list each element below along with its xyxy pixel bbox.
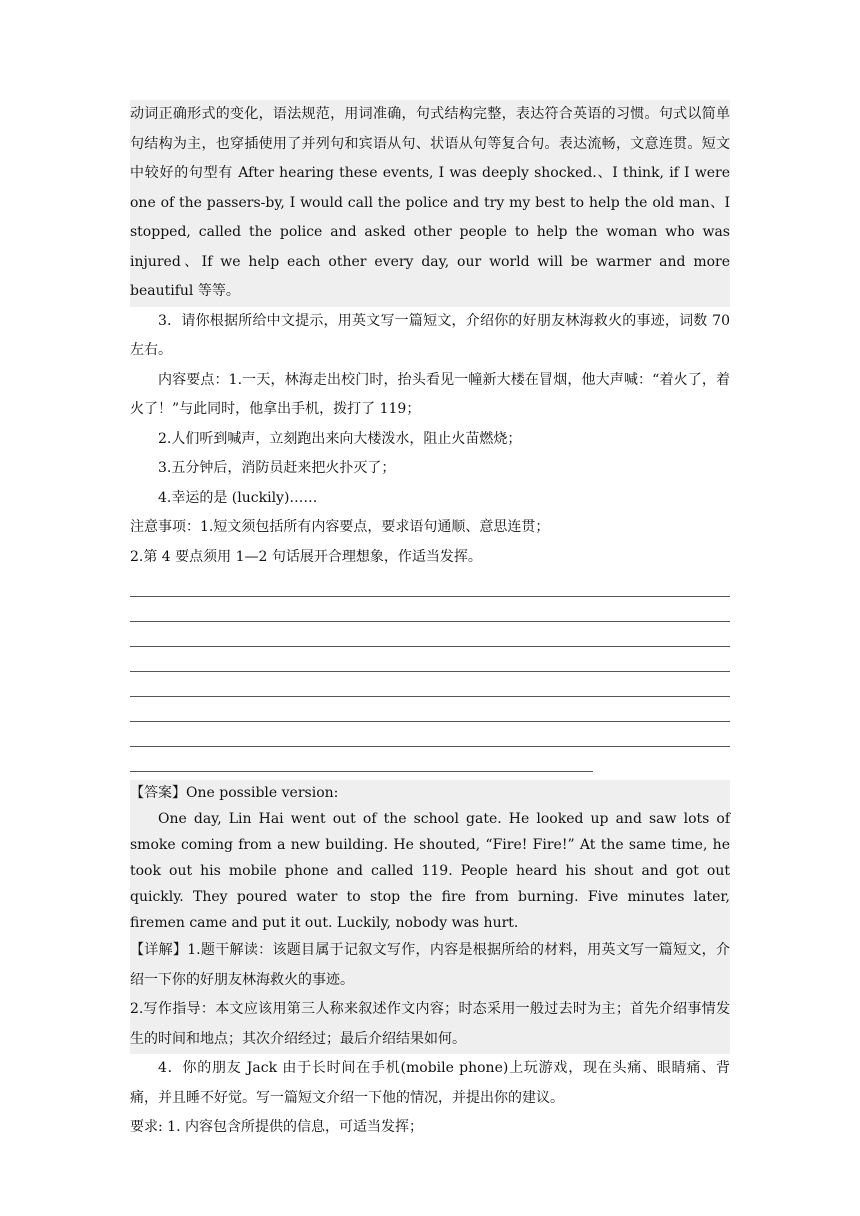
answer-body: One day, Lin Hai went out of the school gate. He looked up and saw lots of smoke coming from a new building. He shouted, “Fire! Fire!” At the same time, he took out his mobile phone and called 119. People heard his shout and got out quickly. They poured water to stop the fire from burning. Five minutes later, firemen came and put it out. Luckily, nobody was hurt. xyxy=(130,811,730,931)
answer-header: 【答案】One possible version: xyxy=(130,785,339,801)
blank-line-short xyxy=(130,747,593,772)
answer-detail-2: 2.写作指导：本文应该用第三人称来叙述作文内容；时态采用一般过去时为主；首先介绍事情发生的时间和地点；其次介绍经过；最后介绍结果如何。 xyxy=(130,1001,730,1047)
blank-line xyxy=(130,647,730,672)
question-3-note-1: 注意事项：1.短文须包括所有内容要点，要求语句通顺、意思连贯； xyxy=(130,519,550,535)
question-3-point-1: 内容要点：1.一天，林海走出校门时，抬头看见一幢新大楼在冒烟，他大声喊：“着火了，着火了！”与此同时，他拿出手机，拨打了 119； xyxy=(130,371,730,417)
question-3-point-4: 4.幸运的是 (luckily)…… xyxy=(158,489,318,506)
blank-line xyxy=(130,722,730,747)
analysis-text: 动词正确形式的变化，语法规范，用词准确，句式结构完整，表达符合英语的习惯。句式以简单句结构为主，也穿插使用了并列句和宾语从句、状语从句等复合句。表达流畅，文意连贯。短文中较好的句型有 After hearing these events, I was deeply shocked.、I think, if I were one of the passers-by, I would call the police and try my best to help the old man、I stopped, called the police and asked other people to help the woman who was injured、If we help each other every day, our world will be warmer and more beautiful 等等。 xyxy=(130,106,730,299)
analysis-block xyxy=(130,100,730,307)
question-4-prompt: 4．你的朋友 Jack 由于长时间在手机(mobile phone)上玩游戏，现在头痛、眼睛痛、背痛，并且睡不好觉。写一篇短文介绍一下他的情况，并提出你的建议。 xyxy=(130,1060,730,1106)
question-3-point-2: 2.人们听到喊声，立刻跑出来向大楼泼水，阻止火苗燃烧； xyxy=(158,430,522,447)
document-page xyxy=(130,100,730,1143)
blank-line xyxy=(130,622,730,647)
question-4-requirement: 要求: 1. 内容包含所提供的信息，可适当发挥； xyxy=(130,1119,423,1135)
blank-line xyxy=(130,697,730,722)
blank-line xyxy=(130,597,730,622)
answer-block xyxy=(130,780,730,1054)
question-3-prompt: 3．请你根据所给中文提示，用英文写一篇短文，介绍你的好朋友林海救火的事迹，词数 70 左右。 xyxy=(130,312,730,358)
answer-blank-lines xyxy=(130,572,730,772)
blank-line xyxy=(130,572,730,597)
question-3-point-3: 3.五分钟后，消防员赶来把火扑灭了； xyxy=(158,460,396,476)
answer-detail-1: 【详解】1.题干解读：该题目属于记叙文写作，内容是根据所给的材料，用英文写一篇短文，介绍一下你的好朋友林海救火的事迹。 xyxy=(130,942,730,988)
question-3-note-2: 2.第 4 要点须用 1—2 句话展开合理想象，作适当发挥。 xyxy=(130,548,482,565)
blank-line xyxy=(130,672,730,697)
